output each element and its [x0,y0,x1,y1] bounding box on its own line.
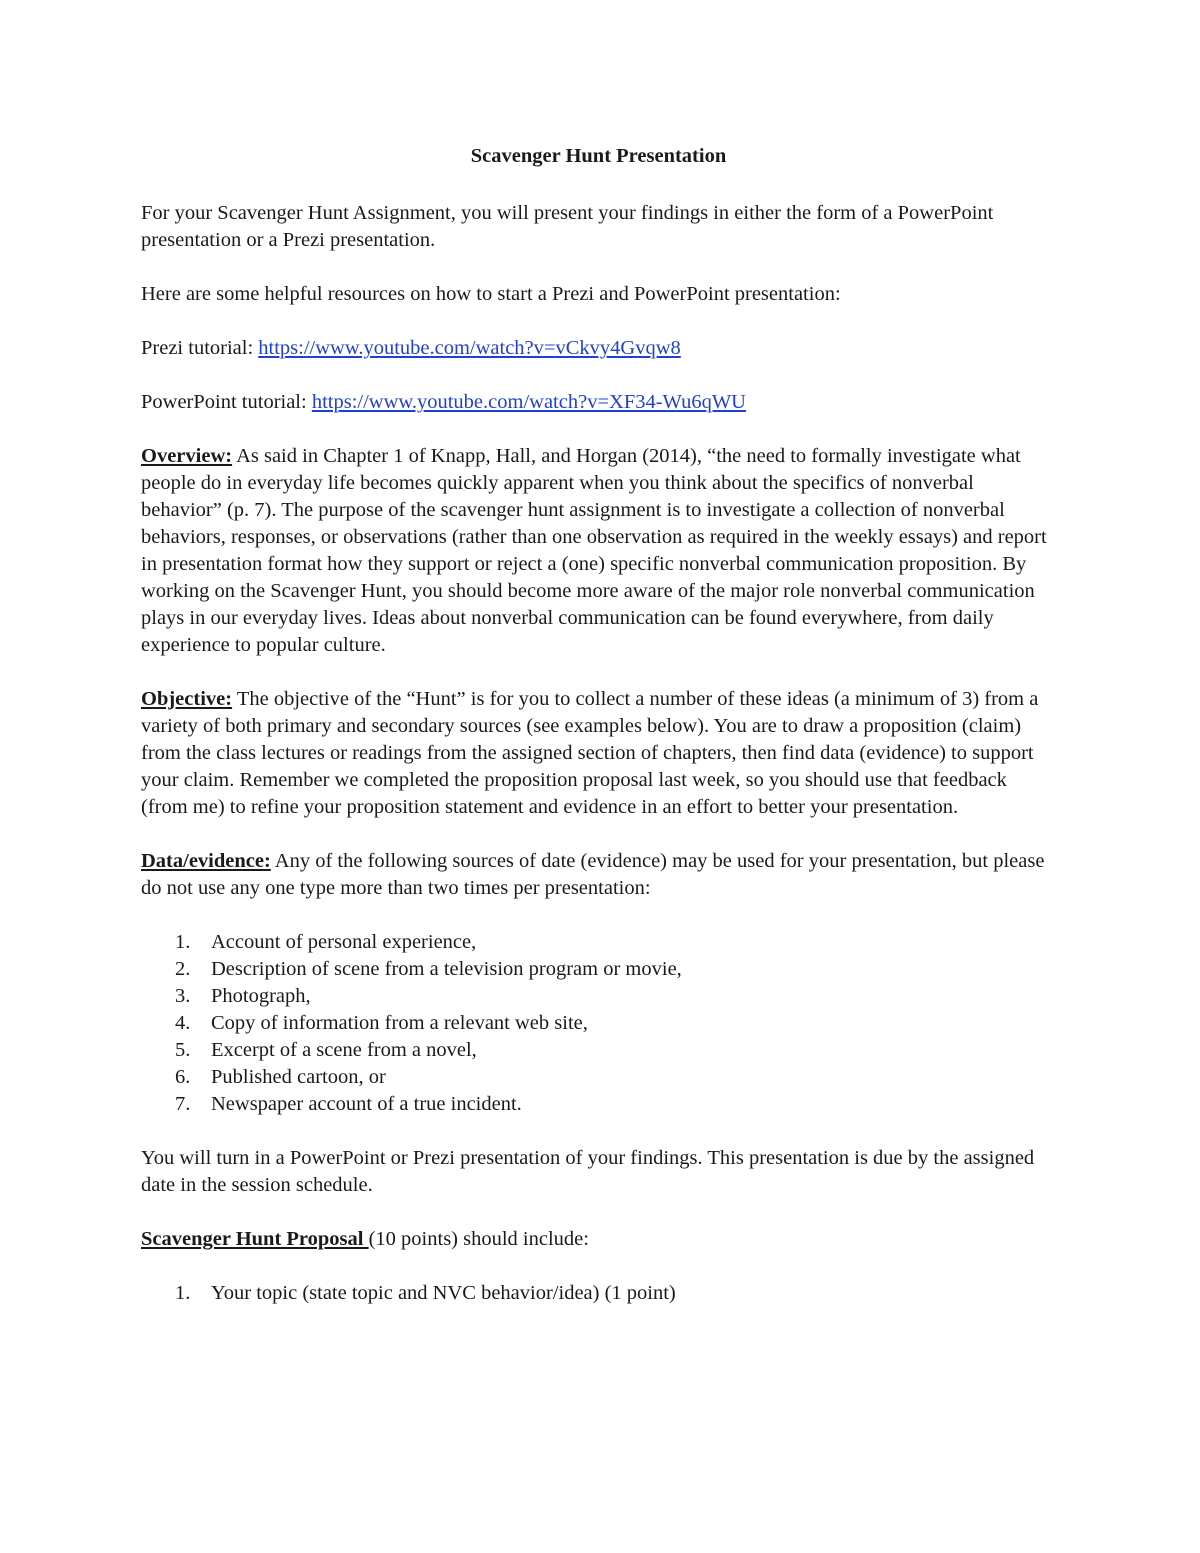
intro-paragraph: For your Scavenger Hunt Assignment, you will present your findings in either the form of a PowerPoint presentation or a Prezi presentation. [141,202,994,251]
powerpoint-tutorial-label: PowerPoint tutorial: [141,391,312,413]
page-title: Scavenger Hunt Presentation [470,145,727,167]
proposal-heading: Scavenger Hunt Proposal [141,1228,369,1250]
overview-text: As said in Chapter 1 of Knapp, Hall, and Horgan (2014), “the need to formally investigate what people do in everyday life becomes quickly apparent when you think about the specifics of nonverbal behavior” (p. 7). The purpose of the scavenger hunt assignment is to investigate a collection of nonverbal behaviors, responses, or observations (rather than one observation as required in the weekly essays) and report in presentation format how they support or reject a (one) specific nonverbal communication proposition. By working on the Scavenger Hunt, you should become more aware of the major role nonverbal communication plays in our everyday lives. Ideas about nonverbal communication can be found everywhere, from daily experience to popular culture. [141,445,1047,656]
list-item-number: 3. [175,985,191,1007]
turn-in-paragraph: You will turn in a PowerPoint or Prezi presentation of your findings. This presentation is due by the assigned date in the session schedule. [141,1147,1035,1196]
list-item-number: 2. [175,958,191,980]
list-item-number: 7. [175,1093,191,1115]
list-item [141,1280,1056,1307]
list-item-number: 4. [175,1012,191,1034]
objective-text: The objective of the “Hunt” is for you to collect a number of these ideas (a minimum of 3) from a variety of both primary and secondary sources (see examples below). You are to draw a proposition (claim) from the class lectures or readings from the assigned section of chapters, then find data (evidence) to support your claim. Remember we completed the proposition proposal last week, so you should use that feedback (from me) to refine your proposition statement and evidence in an effort to better your presentation. [141,688,1039,818]
list-item-text: Account of personal experience, [211,931,477,953]
list-item-text: Excerpt of a scene from a novel, [211,1039,477,1061]
proposal-paragraph [141,1226,1056,1253]
prezi-tutorial-link[interactable]: https://www.youtube.com/watch?v=vCkvy4Gvqw8 [258,337,681,359]
list-item [141,956,1056,983]
list-item-number: 5. [175,1039,191,1061]
list-item [141,1037,1056,1064]
list-item-text: Photograph, [211,985,311,1007]
list-item [141,983,1056,1010]
prezi-tutorial-line [141,335,1056,362]
sources-list [141,929,1056,1118]
data-evidence-heading: Data/evidence: [141,850,271,872]
list-item-number: 1. [175,931,191,953]
list-item-text: Description of scene from a television program or movie, [211,958,682,980]
objective-paragraph [141,686,1056,821]
proposal-list [141,1280,1056,1307]
document-page [141,140,1056,1334]
list-item [141,1064,1056,1091]
data-evidence-text: Any of the following sources of date (evidence) may be used for your presentation, but please do not use any one type more than two times per presentation: [141,850,1045,899]
list-item-text: Newspaper account of a true incident. [211,1093,522,1115]
list-item [141,1091,1056,1118]
resources-intro: Here are some helpful resources on how to start a Prezi and PowerPoint presentation: [141,283,841,305]
list-item-text: Published cartoon, or [211,1066,386,1088]
list-item-number: 6. [175,1066,191,1088]
list-item-text: Your topic (state topic and NVC behavior/idea) (1 point) [211,1282,676,1304]
prezi-tutorial-label: Prezi tutorial: [141,337,259,359]
list-item-text: Copy of information from a relevant web site, [211,1012,588,1034]
list-item [141,1010,1056,1037]
list-item [141,929,1056,956]
proposal-text: (10 points) should include: [368,1228,589,1250]
powerpoint-tutorial-link[interactable]: https://www.youtube.com/watch?v=XF34-Wu6qWU [311,391,746,413]
overview-paragraph [141,443,1056,659]
powerpoint-tutorial-line [141,389,1056,416]
data-evidence-paragraph [141,848,1056,902]
objective-heading: Objective: [141,688,233,710]
overview-heading: Overview: [141,445,233,467]
list-item-number: 1. [175,1282,191,1304]
